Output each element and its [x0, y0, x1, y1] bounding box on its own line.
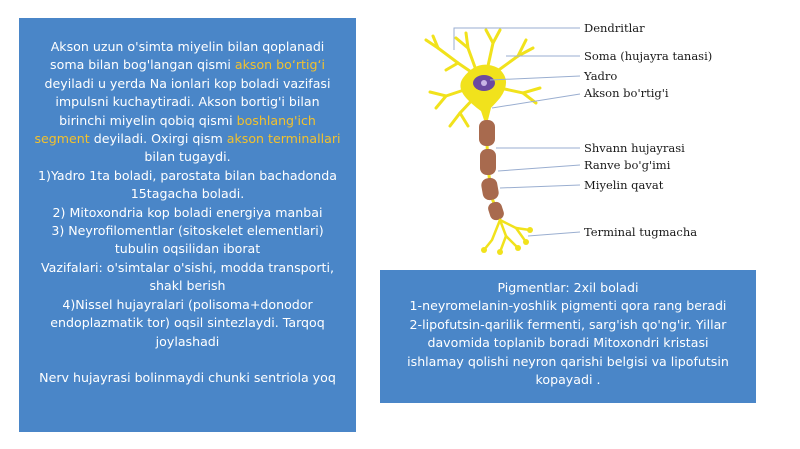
axon-text-line — [27, 314, 348, 332]
axon-text-line — [27, 369, 348, 387]
text-segment: 2) Mitoxondria kop boladi energiya manbai — [52, 204, 323, 220]
text-segment: deyiladi u yerda Na ionlari kop boladi vazifasi — [44, 75, 331, 91]
pigment-text-line: davomida toplanib boradi Mitoxondri kristasi — [427, 335, 709, 351]
text-segment: Nerv hujayrasi bolinmaydi chunki sentriola yoq — [39, 369, 336, 385]
axon-text-line — [27, 112, 348, 130]
text-segment: soma bilan bog'langan qismi — [50, 57, 235, 73]
axon-text-line — [27, 185, 348, 203]
label-ranvier-node: Ranve bo'g'imi — [584, 158, 671, 172]
axon-text-line — [27, 277, 348, 295]
text-segment: shakl berish — [149, 278, 226, 294]
axon-text-line — [27, 75, 348, 93]
axon-text-line — [27, 222, 348, 240]
axon-text-line — [27, 56, 348, 74]
text-segment: 3) Neyrofilomentlar (sitoskelet elementlari) — [51, 223, 324, 239]
text-segment: endoplazmatik tor) oqsil sintezlaydi. Tarqoq — [50, 315, 325, 331]
axon-text-line — [27, 148, 348, 166]
label-nucleus: Yadro — [584, 69, 618, 83]
label-schwann-cell: Shvann hujayrasi — [584, 141, 685, 155]
text-segment: joylashadi — [155, 333, 220, 349]
axon-text-line — [27, 259, 348, 277]
pigments-panel — [380, 270, 756, 403]
axon-text-line — [27, 296, 348, 314]
label-axon-hillock: Akson bo'rtig'i — [584, 86, 669, 100]
text-segment: bilan tugaydi. — [144, 149, 231, 165]
pigment-text-line: 2-lipofutsin-qarilik fermenti, sarg'ish qo'ng'ir. Yillar — [409, 316, 727, 332]
axon-text-line — [27, 93, 348, 111]
pigment-text-line: 1-neyromelanin-yoshlik pigmenti qora rang beradi — [409, 298, 727, 314]
axon-text-line — [27, 167, 348, 185]
label-soma: Soma (hujayra tanasi) — [584, 49, 713, 63]
text-segment: Vazifalari: o'simtalar o'sishi, modda transporti, — [41, 259, 334, 275]
text-segment: Akson uzun o'simta miyelin bilan qoplanadi — [50, 39, 325, 54]
text-segment: 1)Yadro 1ta boladi, parostata bilan bachadonda — [38, 167, 337, 183]
axon-text-line — [27, 38, 348, 56]
highlighted-term: akson terminallari — [226, 131, 341, 147]
pigment-text-line: kopayadi . — [535, 372, 601, 388]
axon-text-line — [27, 130, 348, 148]
label-myelin-layer: Miyelin qavat — [584, 178, 664, 192]
text-segment: deyiladi. Oxirgi qism — [89, 131, 227, 147]
axon-text-line — [27, 240, 348, 258]
text-segment: impulsni kuchaytiradi. Akson bortig'i bilan — [55, 94, 320, 110]
axon-text-line — [27, 351, 348, 369]
text-segment: tubulin oqsilidan iborat — [114, 241, 261, 257]
axon-terminals — [484, 220, 530, 252]
highlighted-term: akson boʻrtigʻi — [234, 57, 325, 73]
text-segment: 15tagacha boladi. — [130, 186, 245, 202]
axon-text-line — [27, 204, 348, 222]
text-segment: birinchi miyelin qobiq qismi — [59, 112, 237, 128]
terminal-buttons — [481, 227, 533, 255]
neuron-diagram — [388, 8, 758, 263]
axon-description-panel — [19, 18, 356, 432]
pigment-text-line: ishlamay qolishi neyron qarishi belgisi va lipofutsin — [407, 353, 729, 369]
highlighted-term: segment — [34, 131, 90, 147]
highlighted-term: boshlang'ich — [236, 112, 316, 128]
axon-text-line — [27, 333, 348, 351]
pigments-heading: Pigmentlar: 2xil boladi — [497, 280, 639, 295]
text-segment: 4)Nissel hujayralari (polisoma+donodor — [62, 296, 313, 312]
label-dendrites: Dendritlar — [584, 21, 645, 35]
label-terminal-button: Terminal tugmacha — [584, 225, 698, 239]
